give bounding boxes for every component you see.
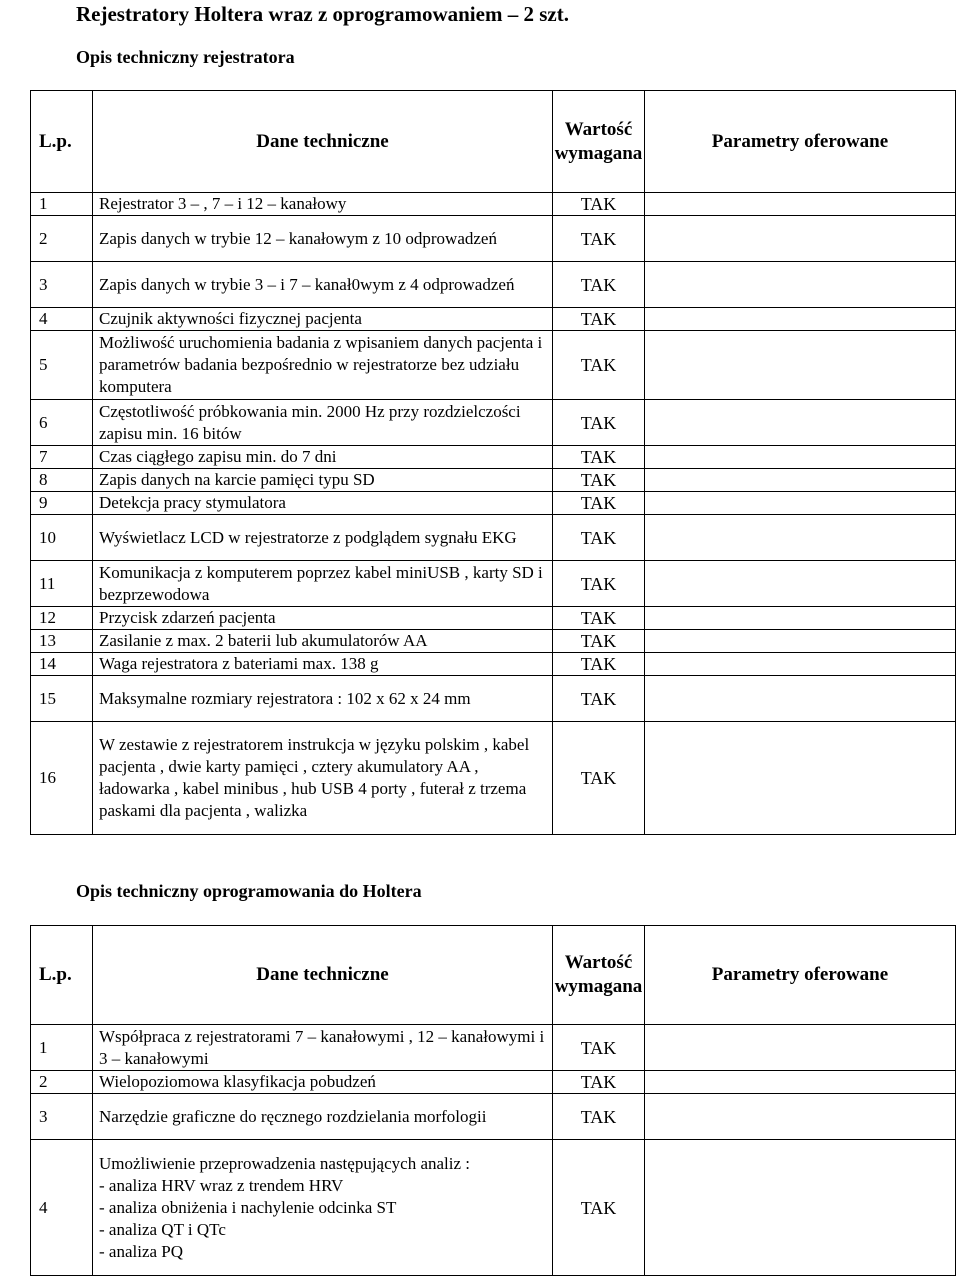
row-required-value: TAK xyxy=(553,1094,645,1140)
table-row xyxy=(31,607,956,630)
row-number: 2 xyxy=(31,1071,93,1094)
row-description: Rejestrator 3 – , 7 – i 12 – kanałowy xyxy=(93,193,553,216)
row-description: Zapis danych na karcie pamięci typu SD xyxy=(93,469,553,492)
row-offered-value xyxy=(645,262,956,308)
row-description: Detekcja pracy stymulatora xyxy=(93,492,553,515)
row-number: 3 xyxy=(31,1094,93,1140)
row-number: 2 xyxy=(31,216,93,262)
row-required-value: TAK xyxy=(553,722,645,835)
row-description: Częstotliwość próbkowania min. 2000 Hz przy rozdzielczości zapisu min. 16 bitów xyxy=(93,400,553,446)
row-description: Zasilanie z max. 2 baterii lub akumulatorów AA xyxy=(93,630,553,653)
row-offered-value xyxy=(645,607,956,630)
row-required-value: TAK xyxy=(553,1071,645,1094)
table-row xyxy=(31,216,956,262)
table-row xyxy=(31,400,956,446)
table-row xyxy=(31,561,956,607)
table-row xyxy=(31,492,956,515)
col-header-lp: L.p. xyxy=(31,91,93,193)
table-row xyxy=(31,262,956,308)
row-required-value: TAK xyxy=(553,561,645,607)
row-offered-value xyxy=(645,1140,956,1276)
row-number: 5 xyxy=(31,331,93,400)
table-row xyxy=(31,308,956,331)
row-number: 6 xyxy=(31,400,93,446)
row-description: Zapis danych w trybie 3 – i 7 – kanał0wym z 4 odprowadzeń xyxy=(93,262,553,308)
row-offered-value xyxy=(645,492,956,515)
col-header-dane: Dane techniczne xyxy=(93,926,553,1025)
row-required-value: TAK xyxy=(553,308,645,331)
row-required-value: TAK xyxy=(553,676,645,722)
row-description: Współpraca z rejestratorami 7 – kanałowymi , 12 – kanałowymi i 3 – kanałowymi xyxy=(93,1025,553,1071)
row-offered-value xyxy=(645,331,956,400)
row-number: 4 xyxy=(31,1140,93,1276)
row-number: 3 xyxy=(31,262,93,308)
section1-heading: Opis techniczny rejestratora xyxy=(76,47,295,67)
row-required-value: TAK xyxy=(553,193,645,216)
row-offered-value xyxy=(645,630,956,653)
row-description: Czas ciągłego zapisu min. do 7 dni xyxy=(93,446,553,469)
row-required-value: TAK xyxy=(553,216,645,262)
table-header-row xyxy=(31,926,956,1025)
table-row xyxy=(31,676,956,722)
row-offered-value xyxy=(645,515,956,561)
row-offered-value xyxy=(645,308,956,331)
row-number: 7 xyxy=(31,446,93,469)
document-title: Rejestratory Holtera wraz z oprogramowaniem – 2 szt. xyxy=(76,2,569,26)
row-offered-value xyxy=(645,1094,956,1140)
col-header-dane: Dane techniczne xyxy=(93,91,553,193)
row-description: Narzędzie graficzne do ręcznego rozdzielania morfologii xyxy=(93,1094,553,1140)
table-header-row xyxy=(31,91,956,193)
row-description: Umożliwienie przeprowadzenia następujących analiz : - analiza HRV wraz z trendem HRV - analiza obniżenia i nachylenie odcinka ST - analiza QT i QTc - analiza PQ xyxy=(93,1140,553,1276)
row-number: 13 xyxy=(31,630,93,653)
table-row xyxy=(31,653,956,676)
row-required-value: TAK xyxy=(553,446,645,469)
row-description: Wielopoziomowa klasyfikacja pobudzeń xyxy=(93,1071,553,1094)
row-required-value: TAK xyxy=(553,1140,645,1276)
table-row xyxy=(31,1071,956,1094)
row-description: Czujnik aktywności fizycznej pacjenta xyxy=(93,308,553,331)
row-description: Maksymalne rozmiary rejestratora : 102 x 62 x 24 mm xyxy=(93,676,553,722)
table-row xyxy=(31,630,956,653)
row-number: 1 xyxy=(31,193,93,216)
col-header-lp: L.p. xyxy=(31,926,93,1025)
row-number: 12 xyxy=(31,607,93,630)
row-number: 11 xyxy=(31,561,93,607)
row-required-value: TAK xyxy=(553,492,645,515)
table-row xyxy=(31,446,956,469)
row-number: 1 xyxy=(31,1025,93,1071)
row-description: Wyświetlacz LCD w rejestratorze z podglądem sygnału EKG xyxy=(93,515,553,561)
row-required-value: TAK xyxy=(553,469,645,492)
row-description: Waga rejestratora z bateriami max. 138 g xyxy=(93,653,553,676)
recorder-spec-table xyxy=(30,90,956,835)
table-row xyxy=(31,1094,956,1140)
row-required-value: TAK xyxy=(553,1025,645,1071)
table-row xyxy=(31,1140,956,1276)
row-required-value: TAK xyxy=(553,630,645,653)
table-row xyxy=(31,469,956,492)
row-offered-value xyxy=(645,446,956,469)
row-offered-value xyxy=(645,653,956,676)
row-number: 16 xyxy=(31,722,93,835)
row-offered-value xyxy=(645,216,956,262)
row-description: Komunikacja z komputerem poprzez kabel miniUSB , karty SD i bezprzewodowa xyxy=(93,561,553,607)
row-number: 4 xyxy=(31,308,93,331)
table-row xyxy=(31,193,956,216)
software-spec-table xyxy=(30,925,956,1276)
row-offered-value xyxy=(645,1025,956,1071)
row-required-value: TAK xyxy=(553,607,645,630)
table-row xyxy=(31,722,956,835)
section2-heading: Opis techniczny oprogramowania do Holtera xyxy=(76,881,422,901)
row-offered-value xyxy=(645,193,956,216)
row-number: 14 xyxy=(31,653,93,676)
row-description: Możliwość uruchomienia badania z wpisaniem danych pacjenta i parametrów badania bezpośrednio w rejestratorze bez udziału komputera xyxy=(93,331,553,400)
row-required-value: TAK xyxy=(553,262,645,308)
row-offered-value xyxy=(645,676,956,722)
row-offered-value xyxy=(645,561,956,607)
row-required-value: TAK xyxy=(553,515,645,561)
row-offered-value xyxy=(645,722,956,835)
row-description: Przycisk zdarzeń pacjenta xyxy=(93,607,553,630)
row-offered-value xyxy=(645,469,956,492)
row-offered-value xyxy=(645,400,956,446)
table-row xyxy=(31,331,956,400)
row-required-value: TAK xyxy=(553,653,645,676)
row-description: Zapis danych w trybie 12 – kanałowym z 10 odprowadzeń xyxy=(93,216,553,262)
row-required-value: TAK xyxy=(553,400,645,446)
col-header-wartosc: Wartość wymagana xyxy=(553,91,645,193)
row-description: W zestawie z rejestratorem instrukcja w języku polskim , kabel pacjenta , dwie karty pamięci , cztery akumulatory AA , ładowarka , kabel minibus , hub USB 4 porty , futerał z trzema paskami dla pacjenta , walizka xyxy=(93,722,553,835)
row-required-value: TAK xyxy=(553,331,645,400)
row-offered-value xyxy=(645,1071,956,1094)
row-number: 9 xyxy=(31,492,93,515)
table-row xyxy=(31,1025,956,1071)
col-header-parametry: Parametry oferowane xyxy=(645,926,956,1025)
row-number: 10 xyxy=(31,515,93,561)
table-row xyxy=(31,515,956,561)
col-header-wartosc: Wartość wymagana xyxy=(553,926,645,1025)
row-number: 15 xyxy=(31,676,93,722)
col-header-parametry: Parametry oferowane xyxy=(645,91,956,193)
row-number: 8 xyxy=(31,469,93,492)
